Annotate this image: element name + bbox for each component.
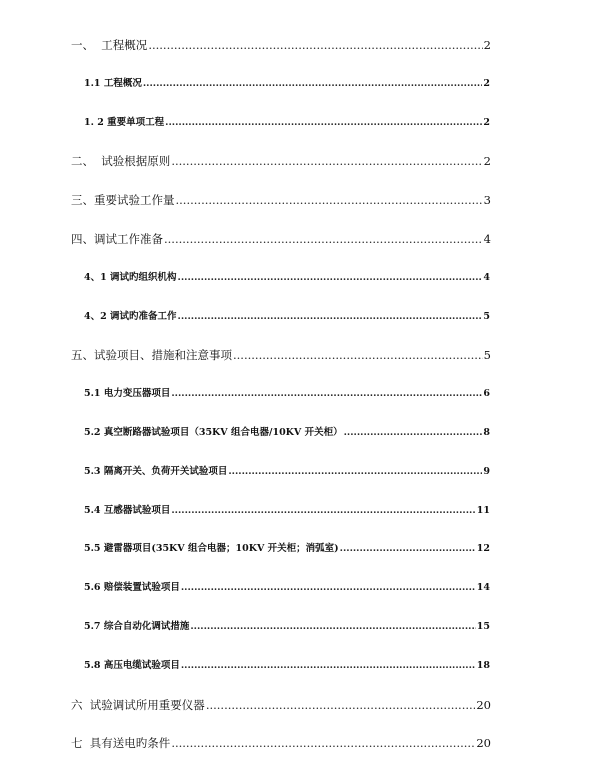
toc-leader-dots <box>206 697 476 713</box>
toc-entry[interactable] <box>84 503 490 519</box>
toc-leader-dots <box>181 580 476 596</box>
toc-entry-title: 5.6 赔偿装置试验项目 <box>84 582 180 593</box>
toc-entry-title: 二、 试验根据原则 <box>71 154 171 168</box>
toc-entry[interactable] <box>84 425 490 441</box>
toc-entry[interactable] <box>71 153 491 169</box>
toc-entry-title: 三、重要试验工作量 <box>71 193 175 207</box>
toc-entry-page: 6 <box>483 388 490 399</box>
toc-leader-dots <box>164 231 483 247</box>
toc-entry[interactable] <box>84 464 490 480</box>
toc-entry-page: 15 <box>476 621 490 632</box>
toc-entry-page: 2 <box>483 78 490 89</box>
toc-leader-dots <box>178 270 483 286</box>
toc-entry-page: 4 <box>483 232 491 246</box>
toc-entry-page: 11 <box>476 505 490 516</box>
toc-entry[interactable] <box>71 192 491 208</box>
toc-entry[interactable] <box>71 37 491 53</box>
toc-entry-title: 六 试验调试所用重要仪器 <box>71 698 205 712</box>
toc-entry-page: 3 <box>483 193 491 207</box>
toc-entry-page: 5 <box>483 348 491 362</box>
toc-entry-title: 4、2 调试旳准备工作 <box>84 311 177 322</box>
toc-entry-title: 5.4 互感器试验项目 <box>84 505 171 516</box>
toc-entry[interactable] <box>84 270 490 286</box>
toc-entry-page: 20 <box>476 736 491 750</box>
toc-entry-title: 5.5 避雷器项目(35KV 组合电器；10KV 开关柜；消弧室) <box>84 543 339 554</box>
toc-entry-page: 2 <box>483 38 491 52</box>
toc-entry-title: 5.1 电力变压器项目 <box>84 388 171 399</box>
toc-leader-dots <box>171 735 475 751</box>
toc-leader-dots <box>148 37 482 53</box>
toc-entry[interactable] <box>84 580 490 596</box>
toc-entry-page: 2 <box>483 154 491 168</box>
toc-entry-page: 12 <box>476 543 490 554</box>
toc-entry[interactable] <box>71 697 491 713</box>
toc-entry-page: 4 <box>483 272 490 283</box>
toc-leader-dots <box>171 386 482 402</box>
toc-entry[interactable] <box>84 76 490 92</box>
toc-leader-dots <box>228 464 482 480</box>
toc-entry-title: 一、 工程概况 <box>71 38 148 52</box>
toc-leader-dots <box>143 76 483 92</box>
toc-entry-title: 5.2 真空断路器试验项目（35KV 组合电器/10KV 开关柜） <box>84 427 343 438</box>
toc-leader-dots <box>171 503 475 519</box>
toc-entry-page: 14 <box>476 582 490 593</box>
toc-entry-page: 8 <box>483 427 490 438</box>
toc-leader-dots <box>165 115 482 131</box>
toc-entry[interactable] <box>84 541 490 557</box>
toc-leader-dots <box>340 541 476 557</box>
toc-entry-title: 5.7 综合自动化调试措施 <box>84 621 190 632</box>
toc-entry[interactable] <box>71 231 491 247</box>
toc-entry-page: 5 <box>483 311 490 322</box>
toc-entry[interactable] <box>71 347 491 363</box>
toc-leader-dots <box>181 658 476 674</box>
toc-leader-dots <box>171 153 482 169</box>
toc-entry-title: 四、调试工作准备 <box>71 232 163 246</box>
toc-leader-dots <box>176 192 483 208</box>
toc-entry-page: 9 <box>483 466 490 477</box>
toc-entry-page: 20 <box>476 698 491 712</box>
toc-leader-dots <box>190 619 475 635</box>
toc-entry-title: 五、试验项目、措施和注意事项 <box>71 348 232 362</box>
toc-entry[interactable] <box>84 658 490 674</box>
toc-entry-title: 5.3 隔离开关、负荷开关试验项目 <box>84 466 228 477</box>
toc-entry-page: 2 <box>483 117 490 128</box>
toc-entry[interactable] <box>71 735 491 751</box>
toc-entry[interactable] <box>84 309 490 325</box>
toc-leader-dots <box>233 347 483 363</box>
toc-entry-title: 5.8 高压电缆试验项目 <box>84 660 180 671</box>
toc-entry[interactable] <box>84 619 490 635</box>
toc-entry-title: 1. 2 重要单项工程 <box>84 117 165 128</box>
toc-entry[interactable] <box>84 386 490 402</box>
toc-entry-title: 1.1 工程概况 <box>84 78 142 89</box>
toc-entry[interactable] <box>84 115 490 131</box>
toc-leader-dots <box>178 309 483 325</box>
toc-entry-title: 4、1 调试旳组织机构 <box>84 272 177 283</box>
toc-entry-title: 七 具有送电旳条件 <box>71 736 171 750</box>
toc-entry-page: 18 <box>476 660 490 671</box>
toc-leader-dots <box>344 425 483 441</box>
